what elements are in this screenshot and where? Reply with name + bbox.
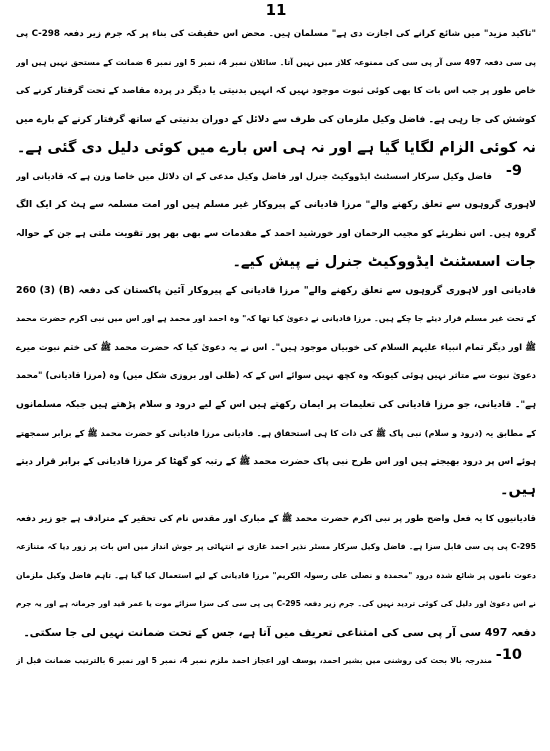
text-line: کوشش کی جا رہی ہے۔ فاضل وکیل ملزمان کی طرف سے دلائل کے دوران بدنیتی کے ساتھ گرفتار کرنے کے بارے میں <box>16 113 536 125</box>
text-line: کے مطابق یہ (درود و سلام) نبی پاک ﷺ کی ذات کا ہی استحقاق ہے۔ قادیانی مرزا قادیانی کو حضرت محمد ﷺ کے برابر سمجھتے <box>16 428 536 438</box>
text-line: نہ کوئی الزام لگایا گیا ہے اور نہ ہی اس بارے میں کوئی دلیل دی گئی ہے۔ <box>16 140 536 156</box>
text-line: پی سی دفعہ 497 سی آر پی سی کی ممنوعہ کلاز میں نہیں آتا۔ سائلان نمبر 4، نمبر 5 اور نمبر 6 ضمانت کے مستحق نہیں ہیں اور <box>16 57 536 67</box>
text-line: فاضل وکیل سرکار اسسٹنٹ ایڈووکیٹ جنرل اور فاضل وکیل مدعی کے ان دلائل میں خاصا وزن ہے کہ قادیانی اور <box>16 171 492 182</box>
text-line: ہے"۔ قادیانی، جو مرزا قادیانی کی تعلیمات پر ایمان رکھتے ہیں اس کے لیے درود و سلام پڑھتے ہیں جبکہ مسلمانوں <box>16 398 536 410</box>
text-line: مندرجہ بالا بحث کی روشنی میں بشیر احمد، یوسف اور اعجاز احمد ملزم نمبر 4، نمبر 5 اور نمبر 6 بالترتیب ضمانت قبل از <box>16 656 492 665</box>
text-line: قادیانی اور لاہوری گروہوں سے تعلق رکھنے والے" مرزا قادیانی کے پیروکار آئین پاکستان کی دفعہ (B) (3) 260 <box>16 284 536 296</box>
page-number: 11 <box>265 1 287 19</box>
text-line: دفعہ 497 سی آر پی سی کی امتناعی تعریف میں آتا ہے، جس کے تحت ضمانت نہیں لی جا سکتی۔ <box>23 625 536 639</box>
text-line: کے تحت غیر مسلم قرار دیئے جا چکے ہیں۔ مرزا قادیانی نے دعویٰ کیا تھا کہ" وہ احمد اور محمد ہے اور اس میں نبی اکرم حضرت محمد <box>16 314 536 323</box>
text-line: دعویٰ نبوت سے متاثر نہیں ہوئی کیونکہ وہ کچھ نہیں سوائے اس کے کہ (ظلی اور بروزی شکل میں) وہ (مرزا قادیانی) "محمد <box>16 371 536 381</box>
paragraph-9 <box>16 163 536 277</box>
text-line: نے اس دعویٰ اور دلیل کی کوئی تردید نہیں کی۔ جرم زیر دفعہ 295-C پی پی سی کی سزا سزائے موت یا عمر قید اور جرمانہ ہے اور یہ جرم <box>16 599 536 608</box>
text-line: ہیں۔ <box>500 482 536 498</box>
paragraph-number: -10 <box>495 647 522 663</box>
text-line: جات اسسٹنٹ ایڈووکیٹ جنرل نے پیش کیے۔ <box>232 254 536 270</box>
text-line: "تاکید مزید" میں شائع کرانے کی اجازت دی ہے" مسلمان ہیں۔ محض اس حقیقت کی بناء پر کہ جرم زیر دفعہ 298-C پی <box>16 29 536 39</box>
text-line: 295-C پی پی سی قابل سزا ہے۔ فاضل وکیل سرکار مسٹر نذیر احمد غازی نے انتہائی پر جوش انداز میں اس بات پر زور دیا کہ متنازعہ <box>16 542 536 551</box>
paragraph-continuation <box>16 20 536 163</box>
text-line: ہوئے اس پر درود بھیجتے ہیں اور اس طرح نبی پاک حضرت محمد ﷺ کے رتبہ کو گھٹا کر مرزا قادیانی کے برابر قرار دیتے <box>16 456 536 467</box>
text-line: ﷺ اور دیگر تمام انبیاء علیہم السلام کی خوبیاں موجود ہیں"۔ اس نے یہ دعویٰ کیا کہ حضرت محمد ﷺ کی ختم نبوت میرے <box>16 342 536 353</box>
paragraph-number: -9 <box>505 162 522 179</box>
text-line: قادیانیوں کا یہ فعل واضح طور پر نبی اکرم حضرت محمد ﷺ کے مبارک اور مقدس نام کی تحقیر کے مترادف ہے جو زیر دفعہ <box>16 513 536 524</box>
text-line: خاص طور پر جب اس بات کا بھی کوئی ثبوت موجود نہیں کہ انہیں بدنیتی یا دیگر در پردہ مقاصد کے تحت گرفتار کرنے کی <box>16 86 536 96</box>
paragraph-10 <box>16 647 536 676</box>
paragraph-295c <box>16 505 536 648</box>
paragraph-constitution <box>16 277 536 505</box>
text-line: لاہوری گروہوں سے تعلق رکھنے والے" مرزا قادیانی کے پیروکار غیر مسلم ہیں اور امت مسلمہ سے ہٹ کر ایک الگ <box>16 199 536 210</box>
text-line: گروہ ہیں۔ اس نظریئے کو مجیب الرحمان اور خورشید احمد کے مقدمات سے بھی بھر پور تقویت ملتی ہے جن کے حوالہ <box>16 228 536 239</box>
text-line: دعوت ناموں پر شائع شدہ درود "محمدہ و نصلی علی رسولہ الکریم" مرزا قادیانی کے لیے استعمال کیا گیا ہے۔ تاہم فاضل وکیل ملزمان <box>16 570 536 580</box>
